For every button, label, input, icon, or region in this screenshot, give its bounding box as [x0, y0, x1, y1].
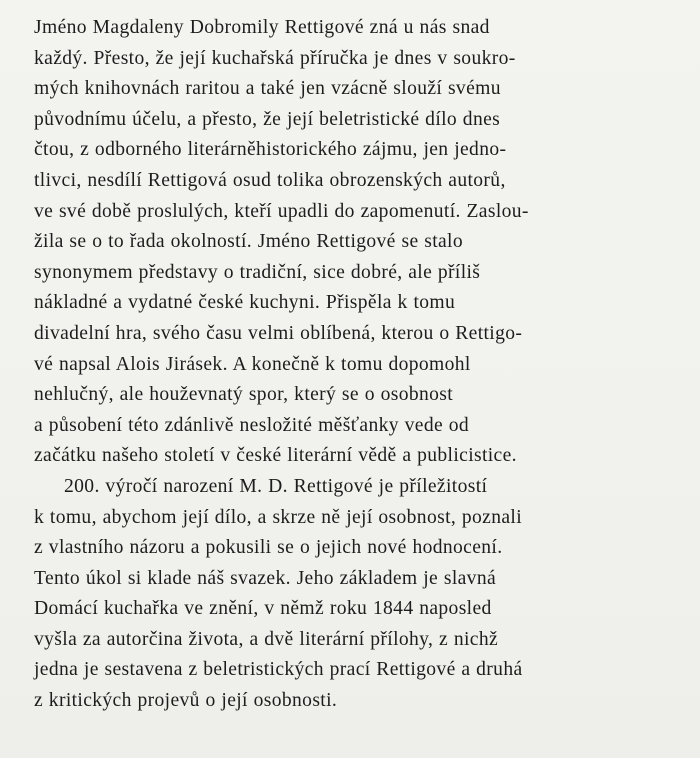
text-line: z kritických projevů o její osobnosti. — [34, 690, 338, 712]
text-line: k tomu, abychom její dílo, a skrze ně její osobnost, poznali — [34, 506, 522, 528]
paragraph-2 — [34, 472, 694, 717]
text-line: nehlučný, ale houževnatý spor, který se o osobnost — [34, 384, 454, 406]
text-line: vyšla za autorčina života, a dvě literární přílohy, z nichž — [34, 628, 499, 650]
text-line: a působení této zdánlivě nesložité měšťanky vede od — [34, 414, 470, 436]
text-line: Domácí kuchařka ve znění, v němž roku 1844 naposled — [34, 598, 492, 620]
text-line: vé napsal Alois Jirásek. A konečně k tomu dopomohl — [34, 353, 471, 375]
text-line: mých knihovnách raritou a také jen vzácně slouží svému — [34, 78, 501, 100]
text-line: začátku našeho století v české literární vědě a publicistice. — [34, 445, 517, 467]
text-line: z vlastního názoru a pokusili se o jejich nové hodnocení. — [34, 537, 503, 559]
text-line: tlivci, nesdílí Rettigová osud tolika obrozenských autorů, — [34, 169, 506, 191]
text-line: žila se o to řada okolností. Jméno Rettigové se stalo — [34, 231, 463, 253]
text-line: jedna je sestavena z beletristických prací Rettigové a druhá — [34, 659, 523, 681]
text-line: původnímu účelu, a přesto, že její beletristické dílo dnes — [34, 108, 501, 130]
text-line-indented: 200. výročí narození M. D. Rettigové je příležitostí — [64, 475, 488, 497]
text-line: Tento úkol si klade náš svazek. Jeho základem je slavná — [34, 567, 497, 589]
text-line: čtou, z odborného literárněhistorického zájmu, jen jedno- — [34, 139, 507, 161]
text-line: Jméno Magdaleny Dobromily Rettigové zná u nás snad — [34, 17, 490, 38]
text-line: ve své době proslulých, kteří upadli do zapomenutí. Zaslou- — [34, 200, 529, 222]
text-line: divadelní hra, svého času velmi oblíbená, kterou o Rettigo- — [34, 322, 523, 344]
text-line: každý. Přesto, že její kuchařská příručka je dnes v soukro- — [34, 47, 516, 69]
body-text — [34, 13, 694, 717]
text-line: synonymem představy o tradiční, sice dobré, ale příliš — [34, 261, 481, 283]
paragraph-1 — [34, 13, 694, 472]
text-line: nákladné a vydatné české kuchyni. Přispěla k tomu — [34, 292, 456, 314]
